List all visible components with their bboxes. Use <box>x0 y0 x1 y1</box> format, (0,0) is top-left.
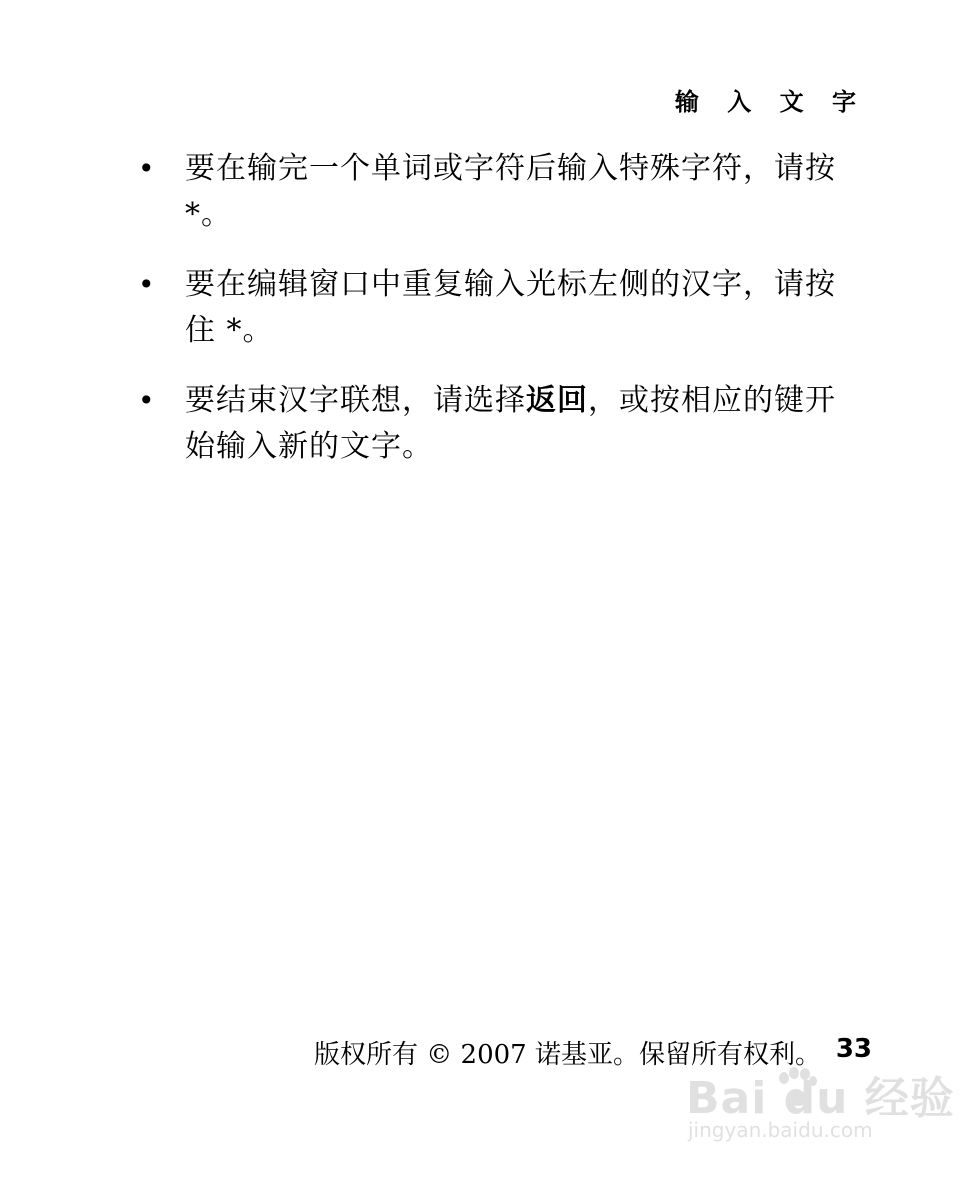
bullet-marker: • <box>138 152 155 185</box>
bullet-text-suffix: ，或按相应的键开始输入新的文字。 <box>185 383 836 464</box>
bullet-item <box>130 146 860 238</box>
bullet-text: 要在编辑窗口中重复输入光标左侧的汉字，请按住 *。 <box>185 267 836 348</box>
baidu-watermark <box>686 1062 955 1162</box>
bullet-list <box>130 146 860 494</box>
bullet-item <box>130 262 860 354</box>
bullet-marker: • <box>138 384 155 417</box>
page-number: 33 <box>835 1034 872 1064</box>
watermark-brand: Bai du 经验 <box>686 1073 955 1124</box>
watermark-url: jingyan.baidu.com <box>688 1118 873 1142</box>
section-header: 输 入 文 字 <box>674 88 866 116</box>
bullet-text-prefix: 要结束汉字联想，请选择 <box>185 383 526 418</box>
paw-icon <box>774 1066 820 1108</box>
bullet-text <box>185 378 860 470</box>
bullet-item <box>130 378 860 470</box>
bullet-marker: • <box>138 268 155 301</box>
back-command-label: 返回 <box>526 383 588 418</box>
bullet-text: 要在输完一个单词或字符后输入特殊字符，请按 *。 <box>185 151 836 232</box>
copyright-footer: 版权所有 © 2007 诺基亚。保留所有权利。 <box>314 1040 821 1070</box>
